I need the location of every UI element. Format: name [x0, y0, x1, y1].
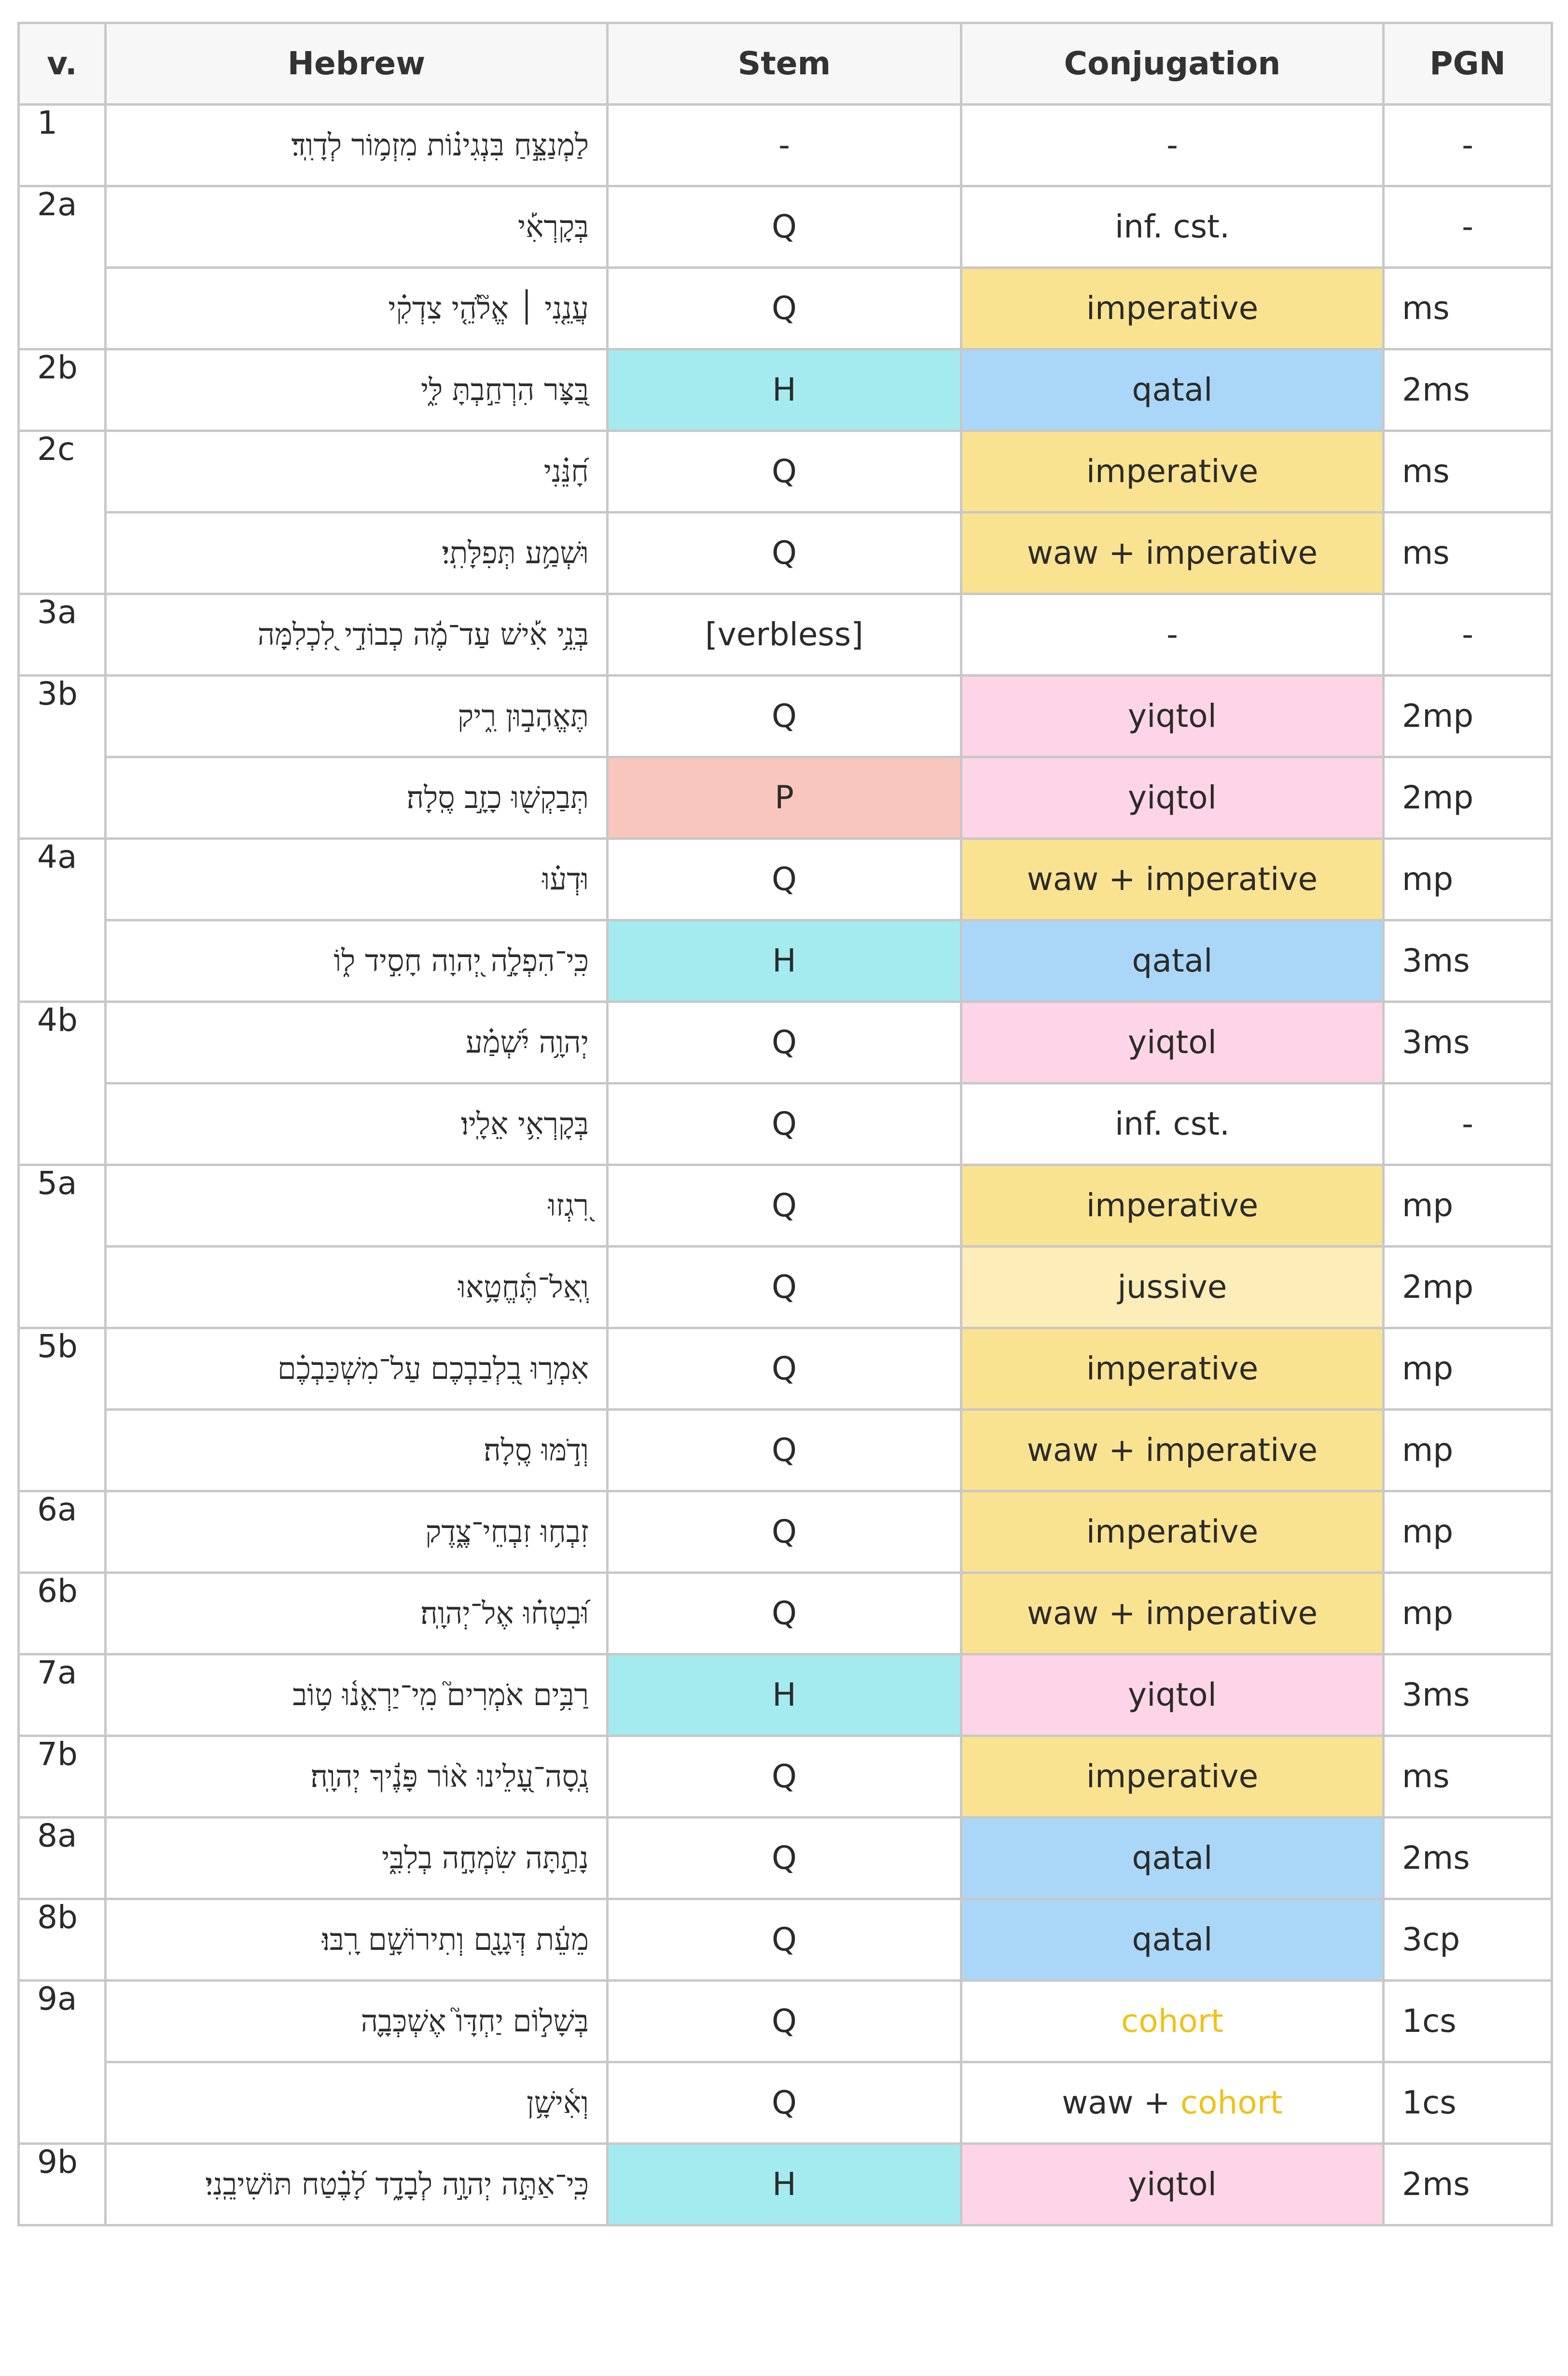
- table-row: [19, 920, 1552, 1002]
- stem-cell: Q: [608, 1165, 961, 1247]
- pgn-cell: 2ms: [1384, 1818, 1552, 1899]
- header-hebrew: Hebrew: [106, 23, 608, 105]
- conjugation-cell: qatal: [961, 1818, 1384, 1899]
- conjugation-cell: waw + imperative: [961, 513, 1384, 594]
- stem-cell: Q: [608, 1491, 961, 1573]
- stem-cell: Q: [608, 1818, 961, 1899]
- verse-cell: 6b: [19, 1573, 106, 1654]
- stem-cell: -: [608, 105, 961, 186]
- hebrew-cell: בַּ֭צָּר הִרְחַ֣בְתָּ לִּ֑י: [106, 349, 608, 431]
- hebrew-cell: מֵעֵ֬ת דְּגָנָ֖ם וְתִירוֹשָׁ֣ם רָֽבּוּ׃: [106, 1899, 608, 1981]
- pgn-cell: 2ms: [1384, 2144, 1552, 2225]
- verb-analysis-table: [17, 22, 1553, 2226]
- hebrew-cell: וְאִ֫ישָׁ֥ן: [106, 2062, 608, 2144]
- verse-cell: 2c: [19, 431, 106, 594]
- hebrew-cell: אִמְר֣וּ בִ֭לְבַבְכֶם עַל־מִשְׁכַּבְכֶ֗ם: [106, 1328, 608, 1410]
- stem-cell: Q: [608, 1410, 961, 1491]
- table-row: [19, 1654, 1552, 1736]
- stem-cell: Q: [608, 839, 961, 920]
- conjugation-cell: waw + imperative: [961, 1573, 1384, 1654]
- table-row: [19, 839, 1552, 920]
- conjugation-cell: jussive: [961, 1247, 1384, 1328]
- stem-cell: H: [608, 2144, 961, 2225]
- verse-cell: 4b: [19, 1002, 106, 1165]
- header-conjugation: Conjugation: [961, 23, 1384, 105]
- cohortative-label: cohort: [1180, 2084, 1283, 2121]
- verse-cell: 3a: [19, 594, 106, 676]
- header-pgn: PGN: [1384, 23, 1552, 105]
- hebrew-cell: נְֽסָה־עָ֭לֵינוּ א֨וֹר פָּנֶ֬יךָ יְהוָֽה׃: [106, 1736, 608, 1818]
- verse-cell: 3b: [19, 676, 106, 839]
- verse-cell: 9b: [19, 2144, 106, 2225]
- table-row: [19, 1084, 1552, 1165]
- pgn-cell: 3cp: [1384, 1899, 1552, 1981]
- stem-cell: Q: [608, 676, 961, 757]
- verse-cell: 5b: [19, 1328, 106, 1491]
- table-row: [19, 2062, 1552, 2144]
- conjugation-cell: -: [961, 105, 1384, 186]
- stem-cell: Q: [608, 1981, 961, 2062]
- header-stem: Stem: [608, 23, 961, 105]
- pgn-cell: -: [1384, 594, 1552, 676]
- stem-cell: Q: [608, 268, 961, 349]
- hebrew-cell: נָתַ֣תָּה שִׂמְחָ֣ה בְלִבִּ֑י: [106, 1818, 608, 1899]
- conjugation-cell: waw + imperative: [961, 839, 1384, 920]
- pgn-cell: ms: [1384, 268, 1552, 349]
- conjugation-cell: qatal: [961, 920, 1384, 1002]
- hebrew-cell: תֶּאֱהָב֣וּן רִ֑יק: [106, 676, 608, 757]
- pgn-cell: 2mp: [1384, 757, 1552, 839]
- pgn-cell: mp: [1384, 839, 1552, 920]
- conjugation-cell: yiqtol: [961, 1654, 1384, 1736]
- stem-cell: Q: [608, 1247, 961, 1328]
- table-row: [19, 2144, 1552, 2225]
- stem-cell: H: [608, 349, 961, 431]
- hebrew-cell: רִ֭גְזוּ: [106, 1165, 608, 1247]
- conjugation-cell: yiqtol: [961, 1002, 1384, 1084]
- table-row: [19, 1736, 1552, 1818]
- pgn-cell: mp: [1384, 1165, 1552, 1247]
- table-row: [19, 757, 1552, 839]
- conjugation-cell: waw + imperative: [961, 1410, 1384, 1491]
- table-row: [19, 349, 1552, 431]
- stem-cell: Q: [608, 1084, 961, 1165]
- hebrew-cell: וְדֹ֣מּוּ סֶֽלָה׃: [106, 1410, 608, 1491]
- pgn-cell: 1cs: [1384, 2062, 1552, 2144]
- verse-cell: 7b: [19, 1736, 106, 1818]
- conjugation-cell: imperative: [961, 268, 1384, 349]
- table-row: [19, 1410, 1552, 1491]
- pgn-cell: ms: [1384, 1736, 1552, 1818]
- table-row: [19, 105, 1552, 186]
- hebrew-cell: זִבְח֥וּ זִבְחֵי־צֶ֑דֶק: [106, 1491, 608, 1573]
- hebrew-cell: בְּנֵ֥י אִ֡ישׁ עַד־מֶ֬ה כְבוֹדִ֣י לִ֭כְלִמָּה: [106, 594, 608, 676]
- conjugation-cell: yiqtol: [961, 2144, 1384, 2225]
- pgn-cell: mp: [1384, 1328, 1552, 1410]
- table-row: [19, 676, 1552, 757]
- table-row: [19, 1165, 1552, 1247]
- table-row: [19, 1002, 1552, 1084]
- verse-cell: 5a: [19, 1165, 106, 1328]
- table-row: [19, 268, 1552, 349]
- table-row: [19, 1491, 1552, 1573]
- verse-cell: 2b: [19, 349, 106, 431]
- table-row: [19, 186, 1552, 268]
- table-row: [19, 431, 1552, 513]
- hebrew-cell: וּ֝בִטְח֗וּ אֶל־יְהוָֽה׃: [106, 1573, 608, 1654]
- verse-cell: 8b: [19, 1899, 106, 1981]
- stem-cell: Q: [608, 1736, 961, 1818]
- hebrew-cell: וּדְע֗וּ: [106, 839, 608, 920]
- hebrew-cell: חָ֝נֵּ֗נִי: [106, 431, 608, 513]
- stem-cell: Q: [608, 431, 961, 513]
- stem-cell: Q: [608, 1573, 961, 1654]
- cohortative-label: cohort: [1121, 2002, 1223, 2040]
- verse-cell: 9a: [19, 1981, 106, 2144]
- table-row: [19, 1328, 1552, 1410]
- pgn-cell: -: [1384, 105, 1552, 186]
- pgn-cell: mp: [1384, 1410, 1552, 1491]
- table-row: [19, 1573, 1552, 1654]
- table-row: [19, 1247, 1552, 1328]
- stem-cell: P: [608, 757, 961, 839]
- stem-cell: Q: [608, 513, 961, 594]
- conjugation-cell: qatal: [961, 349, 1384, 431]
- conjugation-cell: imperative: [961, 1328, 1384, 1410]
- verse-cell: 6a: [19, 1491, 106, 1573]
- hebrew-cell: כִּֽי־הִפְלָ֣ה יְ֭הוָה חָסִ֣יד ל֑וֹ: [106, 920, 608, 1002]
- pgn-cell: -: [1384, 186, 1552, 268]
- pgn-cell: 2mp: [1384, 676, 1552, 757]
- conjugation-prefix: waw +: [1062, 2084, 1180, 2121]
- conjugation-cell: [961, 2062, 1384, 2144]
- header-verse: v.: [19, 23, 106, 105]
- pgn-cell: 3ms: [1384, 1002, 1552, 1084]
- verse-cell: 4a: [19, 839, 106, 1002]
- conjugation-cell: imperative: [961, 1736, 1384, 1818]
- conjugation-cell: [961, 1981, 1384, 2062]
- pgn-cell: 3ms: [1384, 1654, 1552, 1736]
- conjugation-cell: yiqtol: [961, 676, 1384, 757]
- hebrew-cell: וּשְׁמַ֥ע תְּפִלָּתִֽי׃: [106, 513, 608, 594]
- hebrew-cell: וְֽאַל־תֶּ֫חֱטָ֥אוּ: [106, 1247, 608, 1328]
- pgn-cell: 3ms: [1384, 920, 1552, 1002]
- hebrew-cell: כִּֽי־אַתָּ֣ה יְהוָ֣ה לְבָדָ֑ד לָ֝בֶ֗טַח תּוֹשִׁיבֵֽנִי׃: [106, 2144, 608, 2225]
- stem-cell: Q: [608, 1899, 961, 1981]
- stem-cell: Q: [608, 2062, 961, 2144]
- verse-cell: 7a: [19, 1654, 106, 1736]
- table-row: [19, 1981, 1552, 2062]
- pgn-cell: 2ms: [1384, 349, 1552, 431]
- pgn-cell: mp: [1384, 1491, 1552, 1573]
- conjugation-cell: inf. cst.: [961, 1084, 1384, 1165]
- verse-cell: 2a: [19, 186, 106, 349]
- conjugation-cell: imperative: [961, 1165, 1384, 1247]
- stem-cell: Q: [608, 186, 961, 268]
- pgn-cell: -: [1384, 1084, 1552, 1165]
- hebrew-cell: בְּשָׁל֣וֹם יַחְדָּו֮ אֶשְׁכְּבָ֪ה: [106, 1981, 608, 2062]
- pgn-cell: ms: [1384, 431, 1552, 513]
- conjugation-cell: qatal: [961, 1899, 1384, 1981]
- stem-cell: [verbless]: [608, 594, 961, 676]
- stem-cell: H: [608, 920, 961, 1002]
- table-row: [19, 513, 1552, 594]
- stem-cell: H: [608, 1654, 961, 1736]
- hebrew-cell: עֲנֵ֤נִי ׀ אֱלֹ֘הֵ֤י צִדְקִ֗י: [106, 268, 608, 349]
- verse-cell: 1: [19, 105, 106, 186]
- table-row: [19, 594, 1552, 676]
- conjugation-cell: yiqtol: [961, 757, 1384, 839]
- conjugation-cell: imperative: [961, 431, 1384, 513]
- header-row: [19, 23, 1552, 105]
- hebrew-cell: בְּקָרְאִ֥י אֵלָֽיו׃: [106, 1084, 608, 1165]
- table-header: [19, 23, 1552, 105]
- hebrew-cell: רַבִּ֥ים אֹמְרִים֮ מִֽי־יַרְאֵ֪נ֫וּ ט֥וֹב: [106, 1654, 608, 1736]
- pgn-cell: mp: [1384, 1573, 1552, 1654]
- stem-cell: Q: [608, 1002, 961, 1084]
- table-row: [19, 1818, 1552, 1899]
- hebrew-cell: תְּבַקְשׁ֖וּ כָזָ֣ב סֶֽלָה׃: [106, 757, 608, 839]
- stem-cell: Q: [608, 1328, 961, 1410]
- table-body: [19, 105, 1552, 2225]
- pgn-cell: 2mp: [1384, 1247, 1552, 1328]
- pgn-cell: 1cs: [1384, 1981, 1552, 2062]
- pgn-cell: ms: [1384, 513, 1552, 594]
- hebrew-cell: יְהוָ֥ה יִ֝שְׁמַ֗ע: [106, 1002, 608, 1084]
- table-row: [19, 1899, 1552, 1981]
- conjugation-cell: -: [961, 594, 1384, 676]
- conjugation-cell: inf. cst.: [961, 186, 1384, 268]
- hebrew-cell: בְּקָרְאִ֡י: [106, 186, 608, 268]
- conjugation-cell: imperative: [961, 1491, 1384, 1573]
- hebrew-cell: לַמְנַצֵּ֣חַ בִּנְגִינ֗וֹת מִזְמ֥וֹר לְדָוִֽד׃: [106, 105, 608, 186]
- verse-cell: 8a: [19, 1818, 106, 1899]
